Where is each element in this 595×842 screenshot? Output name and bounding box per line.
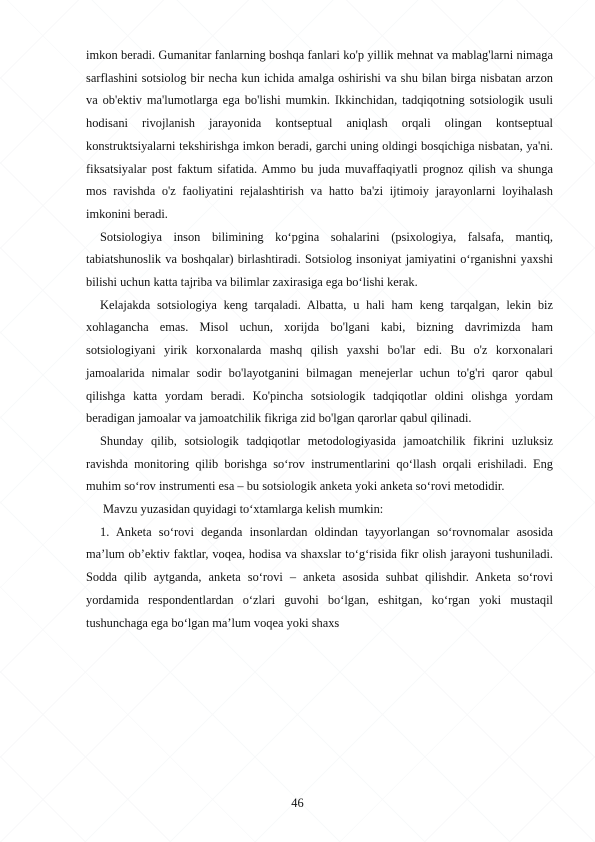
paragraph-5: Mavzu yuzasidan quyidagi to‘xtamlarga kelish mumkin: [103, 502, 384, 517]
paragraph-2: Sotsiologiya inson bilimining ko‘pgina sohalarini (psixologiya, falsafa, mantiq, tabiatshunoslik va boshqalar) birlashtiradi. Sotsiolog insoniyat jamiyatini o‘rganishni yaxshi bilishi uchun katta tajriba va bilimlar zaxirasiga ega bo‘lishi kerak. [86, 229, 553, 290]
paragraph-4: Shunday qilib, sotsiologik tadqiqotlar metodologiyasida jamoatchilik fikrini uzluksiz ravishda monitoring qilib borishga so‘rov instrumentlarini qo‘llash orqali erishiladi. Eng muhim so‘rov instrumenti esa – bu sotsiologik anketa yoki anketa so‘rovi metodidir. [86, 433, 553, 494]
document-body [86, 44, 553, 634]
paragraph-6: 1. Anketa so‘rovi deganda insonlardan oldindan tayyorlangan so‘rovnomalar asosida ma’lum ob’ektiv faktlar, voqea, hodisa va shaxslar to‘g‘risida fikr olish jarayoni tushuniladi. Sodda qilib aytganda, anketa so‘rovi – anketa asosida suhbat qilishdir. Anketa so‘rovi yordamida respondentlardan o‘zlari guvohi bo‘lgan, eshitgan, ko‘rgan yoki mustaqil tushunchaga ega bo‘lgan ma’lum voqea yoki shaxs [86, 524, 553, 630]
paragraph-3: Kelajakda sotsiologiya keng tarqaladi. Albatta, u hali ham keng tarqalgan, lekin biz xohlagancha emas. Misol uchun, xorijda bo'lgani kabi, bizning davrimizda ham sotsiologiyani yirik korxonalarda mashq qilish yaxshi bo'lar edi. Bu o'z korxonalari jamoalarida nimalar sodir bo'layotganini bilmagan menejerlar uchun to'g'ri qaror qabul qilishga katta yordam beradi. Ko'pincha sotsiologik tadqiqotlar oldini olishga yordam beradigan jamoalar va jamoatchilik fikriga zid bo'lgan qarorlar qabul qilinadi. [86, 297, 553, 426]
paragraph-1: imkon beradi. Gumanitar fanlarning boshqa fanlari ko'p yillik mehnat va mablag'larni nimaga sarflashini sotsiolog bir necha kun ichida amalga oshirishi va shu bilan birga nisbatan arzon va ob'ektiv ma'lumotlarga ega bo'lishi mumkin. Ikkinchidan, tadqiqotning sotsiologik usuli hodisani rivojlanish jarayonida kontseptual aniqlash orqali olingan kontseptual konstruktsiyalarni tekshirishga imkon beradi, garchi uning oldingi bosqichiga nisbatan, ya'ni. fiksatsiyalar post faktum sifatida. Ammo bu juda muvaffaqiyatli prognoz qilish va shunga mos ravishda o'z faoliyatini rejalashtirish va hatto ba'zi ijtimoiy jarayonlarni loyihalash imkonini beradi. [86, 48, 553, 221]
page-number: 46 [291, 796, 304, 810]
